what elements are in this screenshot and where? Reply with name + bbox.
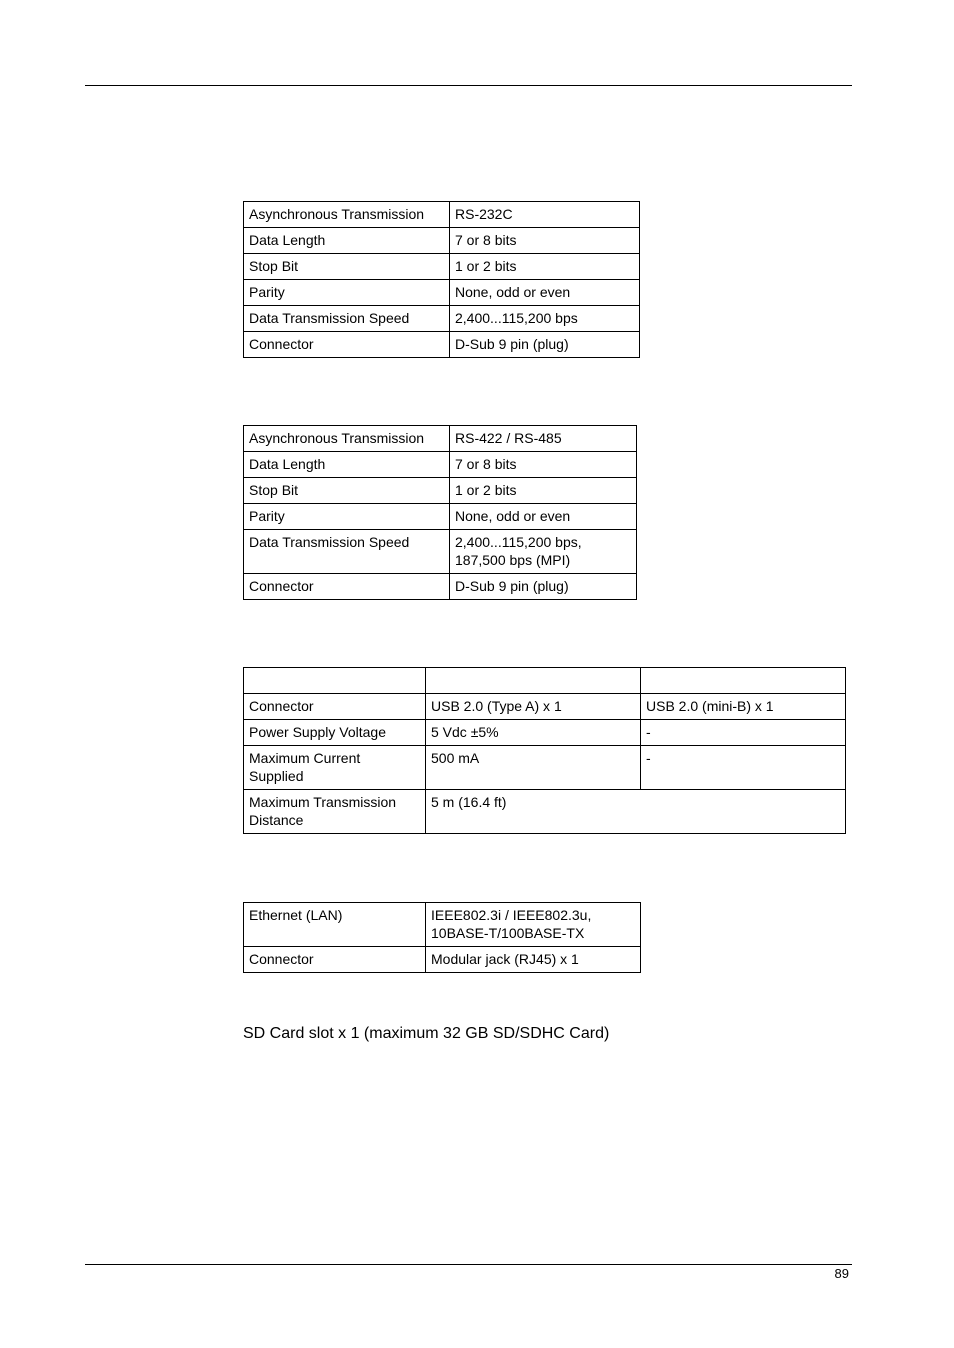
table-row <box>244 306 640 332</box>
spec-value: Modular jack (RJ45) x 1 <box>426 947 641 973</box>
table-row <box>244 426 637 452</box>
spec-value: 500 mA <box>426 746 641 790</box>
spec-value: IEEE802.3i / IEEE802.3u, 10BASE-T/100BASE-TX <box>426 903 641 947</box>
spec-value: 2,400...115,200 bps, 187,500 bps (MPI) <box>450 530 637 574</box>
table-row <box>244 694 846 720</box>
spec-value: - <box>641 720 846 746</box>
spec-value: 1 or 2 bits <box>450 254 640 280</box>
spec-value: None, odd or even <box>450 504 637 530</box>
table-row <box>244 530 637 574</box>
usb-spec-table <box>243 667 846 834</box>
ethernet-spec-table <box>243 902 641 973</box>
table-row <box>244 790 846 834</box>
table-row <box>244 254 640 280</box>
spec-label: Data Length <box>244 228 450 254</box>
spec-label: Asynchronous Transmission <box>244 426 450 452</box>
spec-label: Connector <box>244 332 450 358</box>
spec-value: RS-232C <box>450 202 640 228</box>
spec-value: None, odd or even <box>450 280 640 306</box>
spec-value: 2,400...115,200 bps <box>450 306 640 332</box>
footer-rule <box>85 1264 852 1265</box>
spec-label: Asynchronous Transmission <box>244 202 450 228</box>
table-row <box>244 280 640 306</box>
header-cell <box>641 668 846 694</box>
header-cell <box>426 668 641 694</box>
spec-label: Data Transmission Speed <box>244 530 450 574</box>
header-rule <box>85 85 852 86</box>
table-row <box>244 746 846 790</box>
table-header-row <box>244 668 846 694</box>
spec-value: D-Sub 9 pin (plug) <box>450 332 640 358</box>
table-row <box>244 574 637 600</box>
spec-value: D-Sub 9 pin (plug) <box>450 574 637 600</box>
table-row <box>244 332 640 358</box>
table-row <box>244 947 641 973</box>
spec-value: 5 m (16.4 ft) <box>426 790 846 834</box>
spec-value: - <box>641 746 846 790</box>
spec-value: USB 2.0 (mini-B) x 1 <box>641 694 846 720</box>
spec-value: 7 or 8 bits <box>450 228 640 254</box>
spec-label: Data Length <box>244 452 450 478</box>
spec-label: Maximum Current Supplied <box>244 746 426 790</box>
spec-label: Ethernet (LAN) <box>244 903 426 947</box>
rs422-spec-table <box>243 425 637 600</box>
spec-label: Parity <box>244 504 450 530</box>
table-row <box>244 504 637 530</box>
spec-value: 5 Vdc ±5% <box>426 720 641 746</box>
spec-label: Connector <box>244 694 426 720</box>
table-row <box>244 228 640 254</box>
spec-label: Stop Bit <box>244 478 450 504</box>
header-cell <box>244 668 426 694</box>
table-row <box>244 903 641 947</box>
rs232-spec-table <box>243 201 640 358</box>
table-row <box>244 202 640 228</box>
spec-label: Connector <box>244 574 450 600</box>
spec-value: RS-422 / RS-485 <box>450 426 637 452</box>
table-row <box>244 452 637 478</box>
spec-label: Connector <box>244 947 426 973</box>
spec-label: Power Supply Voltage <box>244 720 426 746</box>
spec-label: Maximum Transmission Distance <box>244 790 426 834</box>
page-number: 89 <box>834 1266 849 1281</box>
spec-label: Parity <box>244 280 450 306</box>
table-row <box>244 478 637 504</box>
sd-card-description: SD Card slot x 1 (maximum 32 GB SD/SDHC Card) <box>243 1025 610 1042</box>
table-row <box>244 720 846 746</box>
spec-label: Data Transmission Speed <box>244 306 450 332</box>
spec-value: 7 or 8 bits <box>450 452 637 478</box>
spec-value: 1 or 2 bits <box>450 478 637 504</box>
spec-value: USB 2.0 (Type A) x 1 <box>426 694 641 720</box>
spec-label: Stop Bit <box>244 254 450 280</box>
